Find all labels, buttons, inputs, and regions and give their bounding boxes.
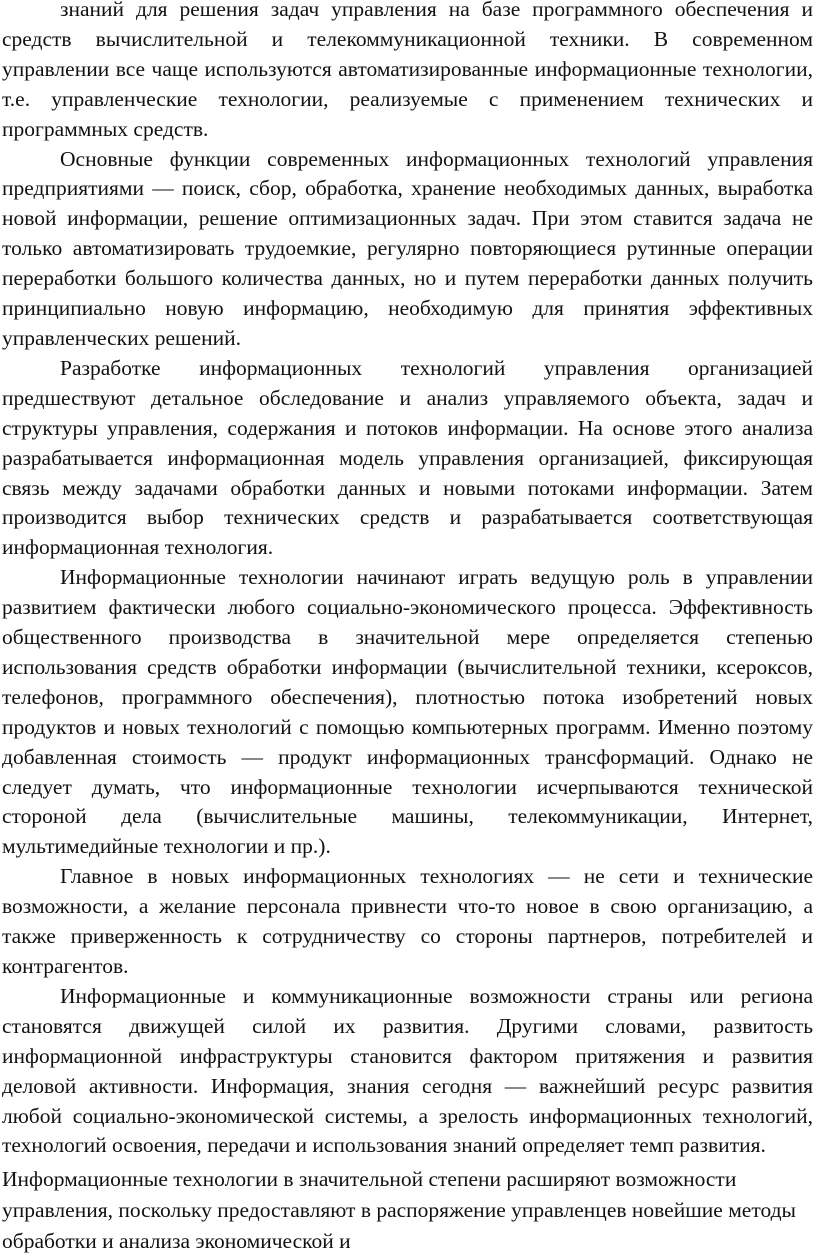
paragraph-5: Главное в новых информационных технологиях — не сети и технические возможности, а желание персонала привнести что-то новое в свою организацию, а также приверженность к сотрудничеству со стороны партнеров, потребителей и контрагентов. <box>2 864 813 978</box>
paragraph-2: Основные функции современных информационных технологий управления предприятиями — поиск, сбор, обработка, хранение необходимых данных, выработка новой информации, решение оптимизационных задач. При этом ставится задача не только автоматизировать трудоемкие, регулярно повторяющиеся рутинные операции переработки большого количества данных, но и путем переработки данных получить принципиально новую информацию, необходимую для принятия эффективных управленческих решений. <box>2 146 813 350</box>
paragraph-6: Информационные и коммуникационные возможности страны или региона становятся движущей силой их развития. Другими словами, развитость информационной инфраструктуры становится фактором притяжения и развития деловой активности. Информация, знания сегодня — важнейший ресурс развития любой социально-экономической системы, а зрелость информационных технологий, технологий освоения, передачи и использования знаний определяет темп развития. <box>2 983 813 1158</box>
paragraph-4: Информационные технологии начинают играть ведущую роль в управлении развитием фактически любого социально-экономического процесса. Эффективность общественного производства в значительной мере определяется степенью использования средств обработки информации (вычислительной техники, ксероксов, телефонов, программного обеспечения), плотностью потока изобретений новых продуктов и новых технологий с помощью компьютерных программ. Именно поэтому добавленная стоимость — продукт информационных трансформаций. Однако не следует думать, что информационные технологии исчерпываются технической стороной дела (вычислительные машины, телекоммуникации, Интернет, мультимедийные технологии и пр.). <box>2 565 813 859</box>
paragraph-3: Разработке информационных технологий управления организацией предшествуют детальное обследование и анализ управляемого объекта, задач и структуры управления, содержания и потоков информации. На основе этого анализа разрабатывается информационная модель управления организацией, фиксирующая связь между задачами обработки данных и новыми потоками информации. Затем производится выбор технических средств и разрабатывается соответствующая информационная технология. <box>2 355 813 560</box>
paragraph-1: знаний для решения задач управления на базе программного обеспечения и средств вычислительной и телекоммуникационной техники. В современном управлении все чаще используются автоматизированные информационные технологии, т.е. управленческие технологии, реализуемые с применением технических и программных средств. <box>2 0 813 141</box>
paragraph-7: Информационные технологии в значительной степени расширяют возможности управления, поскольку предоставляют в распоряжение управленцев новейшие методы обработки и анализа экономической и <box>2 1167 796 1254</box>
